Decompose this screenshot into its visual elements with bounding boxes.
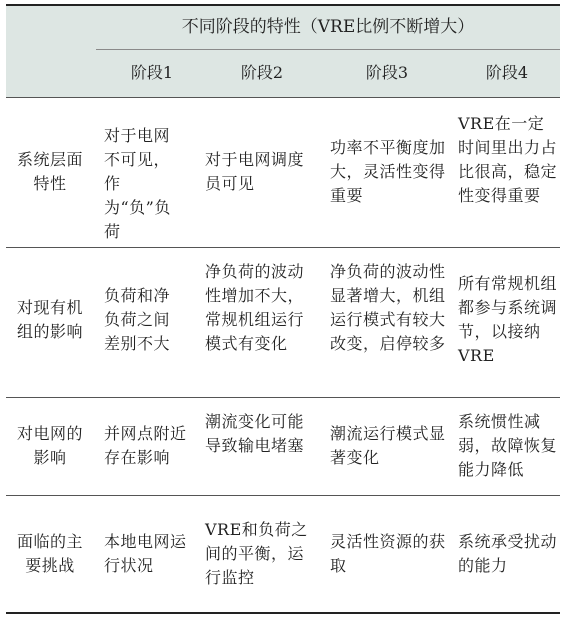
table-cell: 对于电网调度员可见 (205, 150, 305, 193)
table-cell: VRE和负荷之间的平衡，运行监控 (205, 520, 308, 587)
table-header-title: 不同阶段的特性（VRE比例不断增大） (181, 17, 475, 37)
table-cell: VRE在一定时间里出力占比很高，稳定性变得重要 (458, 114, 558, 205)
table-cell: 所有常规机组都参与系统调节，以接纳VRE (458, 274, 558, 365)
table-cell: 系统承受扰动的能力 (458, 532, 558, 575)
table-cell: 负荷和净负荷之间差别不大 (104, 286, 171, 353)
row-label-units: 对现有机组的影响 (16, 298, 83, 341)
stage-header-2: 阶段2 (240, 63, 284, 82)
table-cell: 并网点附近存在影响 (104, 424, 187, 467)
top-rule (6, 4, 560, 6)
bottom-rule (6, 612, 560, 614)
row-label-grid: 对电网的影响 (16, 424, 83, 467)
stage-header-3: 阶段3 (365, 63, 409, 82)
table-cell: 净负荷的波动性显著增大，机组运行模式有较大改变，启停较多 (330, 262, 446, 353)
header-bottom-rule (6, 97, 560, 98)
row-rule (6, 495, 560, 496)
row-label-system: 系统层面特性 (16, 150, 83, 193)
table-cell: 灵活性资源的获取 (330, 532, 446, 575)
stage-header-1: 阶段1 (130, 63, 174, 82)
row-label-challenges: 面临的主要挑战 (16, 532, 83, 575)
stage-header-4: 阶段4 (485, 63, 529, 82)
table-cell: 潮流变化可能导致输电堵塞 (205, 412, 305, 455)
table-cell: 系统惯性减弱，故障恢复能力降低 (458, 412, 558, 479)
table-cell: 本地电网运行状况 (104, 532, 187, 575)
header-divider (96, 49, 560, 50)
table-cell: 对于电网不可见，作为“负”负荷 (104, 126, 171, 241)
table-cell: 潮流运行模式显著变化 (330, 424, 446, 467)
table-cell: 功率不平衡度加大，灵活性变得重要 (330, 138, 446, 205)
table-cell: 净负荷的波动性增加不大，常规机组运行模式有变化 (205, 262, 305, 353)
row-rule (6, 397, 560, 398)
row-rule (6, 247, 560, 248)
